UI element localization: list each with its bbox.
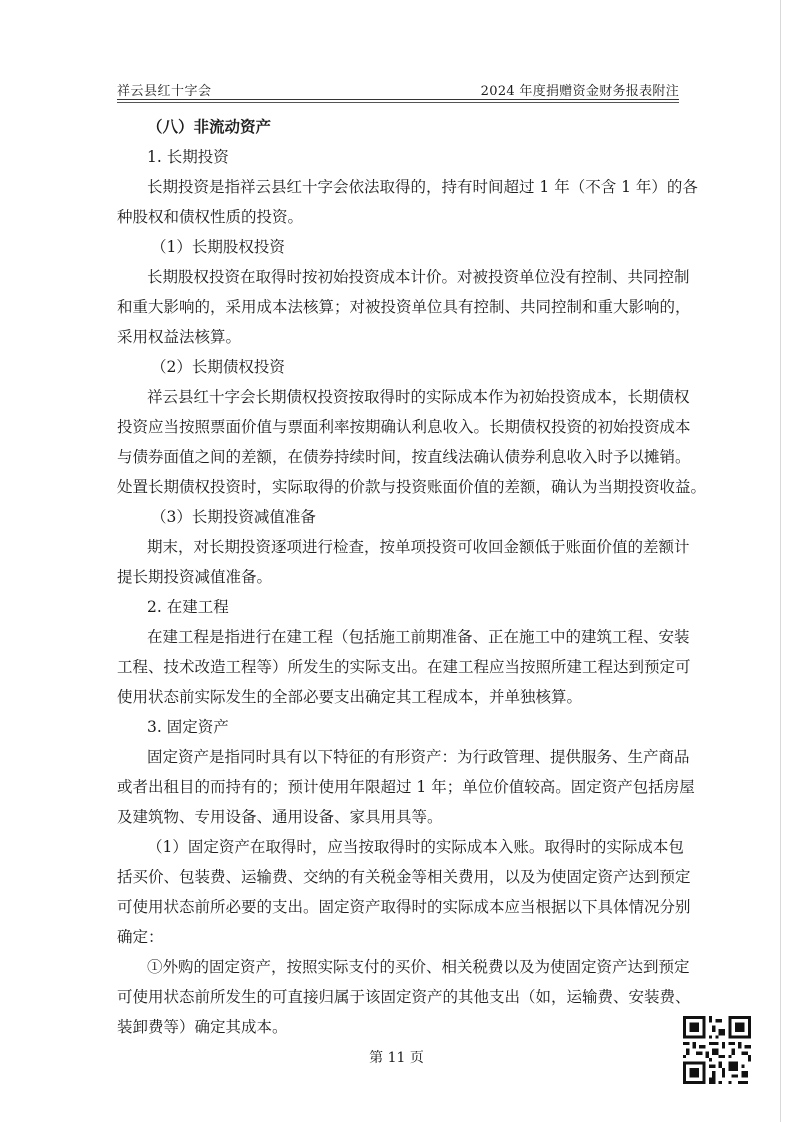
section-heading: （八）非流动资产 (147, 117, 272, 136)
paragraph-line: 及建筑物、专用设备、通用设备、家具用具等。 (117, 808, 443, 826)
item-heading: （3）长期投资减值准备 (151, 508, 316, 526)
page-edge (780, 0, 781, 1122)
paragraph-line: 与债券面值之间的差额，在债券持续时间，按直线法确认债券利息收入时予以摊销。 (117, 448, 691, 466)
paragraph-line: 固定资产是指同时具有以下特征的有形资产：为行政管理、提供服务、生产商品 (147, 748, 690, 766)
page-number: 第 11 页 (369, 1050, 424, 1066)
subsection-heading: 1. 长期投资 (147, 148, 229, 166)
paragraph-line: 确定： (117, 928, 164, 946)
paragraph-line: 投资应当按照票面价值与票面利率按期确认利息收入。长期债权投资的初始投资成本 (117, 418, 691, 436)
paragraph-line: 使用状态前实际发生的全部必要支出确定其工程成本，并单独核算。 (117, 688, 583, 706)
document-body (117, 112, 707, 1042)
item-heading: （2）长期债权投资 (151, 358, 285, 376)
paragraph-line: 长期股权投资在取得时按初始投资成本计价。对被投资单位没有控制、共同控制 (147, 268, 690, 286)
paragraph-line: 可使用状态前所必要的支出。固定资产取得时的实际成本应当根据以下具体情况分别 (117, 898, 691, 916)
paragraph-line: 长期投资是指祥云县红十字会依法取得的，持有时间超过 1 年（不含 1 年）的各 (147, 178, 698, 196)
subsection-heading: 3. 固定资产 (147, 718, 229, 736)
paragraph-line: 提长期投资减值准备。 (117, 568, 273, 586)
paragraph-line: 工程、技术改造工程等）所发生的实际支出。在建工程应当按照所建工程达到预定可 (117, 658, 691, 676)
paragraph-line: 装卸费等）确定其成本。 (117, 1018, 288, 1036)
paragraph-line: 处置长期债权投资时，实际取得的价款与投资账面价值的差额，确认为当期投资收益。 (117, 478, 707, 496)
paragraph-line: （1）固定资产在取得时，应当按取得时的实际成本入账。取得时的实际成本包 (147, 838, 684, 856)
paragraph-line: 祥云县红十字会长期债权投资按取得时的实际成本作为初始投资成本，长期债权 (147, 388, 690, 406)
qr-code-icon (683, 1016, 751, 1084)
header-report-title: 2024 年度捐赠资金财务报表附注 (480, 84, 679, 99)
item-heading: （1）长期股权投资 (151, 238, 285, 256)
paragraph-line: 在建工程是指进行在建工程（包括施工前期准备、正在施工中的建筑工程、安装 (147, 628, 690, 646)
header-org: 祥云县红十字会 (117, 84, 212, 99)
paragraph-line: 种股权和债权性质的投资。 (117, 208, 304, 226)
paragraph-line: ①外购的固定资产，按照实际支付的买价、相关税费以及为使固定资产达到预定 (147, 958, 690, 976)
paragraph-line: 括买价、包装费、运输费、交纳的有关税金等相关费用，以及为使固定资产达到预定 (117, 868, 691, 886)
header-rule (117, 99, 679, 100)
paragraph-line: 可使用状态前所发生的可直接归属于该固定资产的其他支出（如，运输费、安装费、 (117, 988, 691, 1006)
paragraph-line: 或者出租目的而持有的；预计使用年限超过 1 年；单位价值较高。固定资产包括房屋 (117, 778, 695, 796)
paragraph-line: 期末，对长期投资逐项进行检查，按单项投资可收回金额低于账面价值的差额计 (147, 538, 690, 556)
subsection-heading: 2. 在建工程 (147, 598, 229, 616)
header-rule-secondary (117, 102, 679, 103)
paragraph-line: 采用权益法核算。 (117, 328, 242, 346)
page-header (117, 78, 679, 100)
paragraph-line: 和重大影响的，采用成本法核算；对被投资单位具有控制、共同控制和重大影响的， (117, 298, 691, 316)
